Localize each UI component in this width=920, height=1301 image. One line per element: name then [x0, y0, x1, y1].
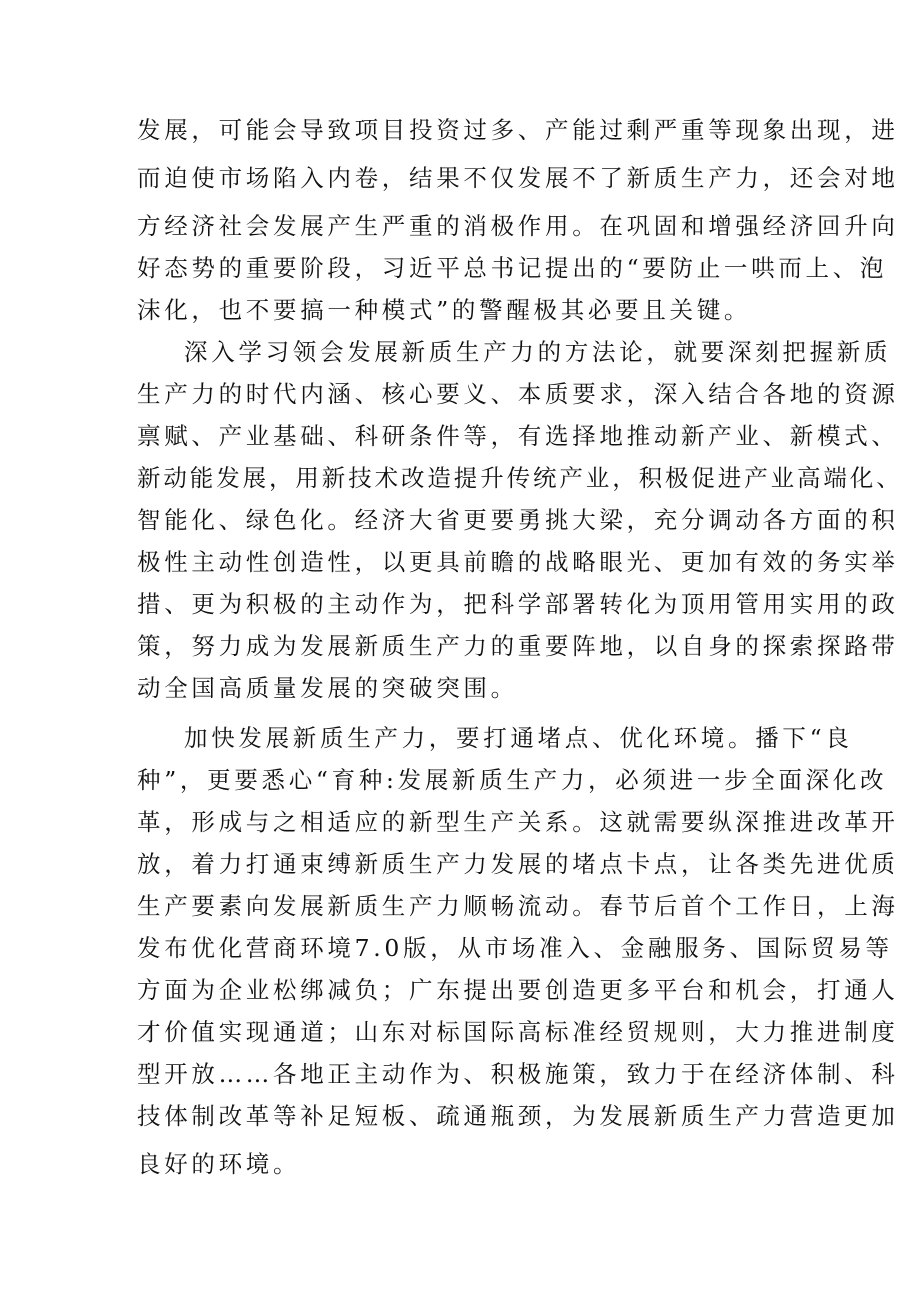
- paragraph-1-line-2: 而迫使市场陷入内卷，结果不仅发展不了新质生产力，还会对地: [137, 164, 899, 192]
- paragraph-3-line-2: 种”，更要悉心“育种:发展新质生产力，必须进一步全面深化改: [137, 766, 888, 794]
- paragraph-2-line-8: 策，努力成为发展新质生产力的重要阵地，以自身的探索探路带: [137, 632, 899, 660]
- paragraph-3-line-8: 才价值实现通道；山东对标国际高标准经贸规则，大力推进制度: [137, 1018, 899, 1046]
- paragraph-3-line-11: 良好的环境。: [137, 1150, 301, 1178]
- paragraph-3-line-1: 加快发展新质生产力，要打通堵点、优化环境。播下“良: [184, 724, 853, 752]
- paragraph-3-line-5: 生产要素向发展新质生产力顺畅流动。春节后首个工作日，上海: [137, 892, 899, 920]
- paragraph-3-line-4: 放，着力打通束缚新质生产力发展的堵点卡点，让各类先进优质: [137, 850, 899, 878]
- paragraph-3-line-10: 技体制改革等补足短板、疏通瓶颈，为发展新质生产力营造更加: [137, 1102, 899, 1130]
- paragraph-3-line-7: 方面为企业松绑减负；广东提出要创造更多平台和机会，打通人: [137, 976, 899, 1004]
- paragraph-1-line-3: 方经济社会发展产生严重的消极作用。在巩固和增强经济回升向: [137, 212, 899, 240]
- paragraph-2-line-6: 极性主动性创造性，以更具前瞻的战略眼光、更加有效的务实举: [137, 548, 899, 576]
- paragraph-1-line-5: 沫化，也不要搞一种模式”的警醒极其必要且关键。: [137, 296, 752, 324]
- paragraph-3-line-3: 革，形成与之相适应的新型生产关系。这就需要纵深推进改革开: [137, 808, 899, 836]
- paragraph-1-line-4: 好态势的重要阶段，习近平总书记提出的“要防止一哄而上、泡: [137, 254, 888, 282]
- paragraph-2-line-9: 动全国高质量发展的突破突围。: [137, 674, 518, 702]
- paragraph-3-line-9: 型开放……各地正主动作为、积极施策，致力于在经济体制、科: [137, 1060, 899, 1088]
- paragraph-2-line-5: 智能化、绿色化。经济大省更要勇挑大梁，充分调动各方面的积: [137, 506, 899, 534]
- paragraph-3-line-6: 发布优化营商环境7.0版，从市场准入、金融服务、国际贸易等: [137, 934, 893, 962]
- paragraph-1-line-1: 发展，可能会导致项目投资过多、产能过剩严重等现象出现，进: [137, 116, 899, 144]
- paragraph-2-line-4: 新动能发展，用新技术改造提升传统产业，积极促进产业高端化、: [137, 464, 903, 492]
- paragraph-2-line-7: 措、更为积极的主动作为，把科学部署转化为顶用管用实用的政: [137, 590, 899, 618]
- paragraph-2-line-1: 深入学习领会发展新质生产力的方法论，就要深刻把握新质: [184, 338, 892, 366]
- paragraph-2-line-2: 生产力的时代内涵、核心要义、本质要求，深入结合各地的资源: [137, 380, 899, 408]
- paragraph-2-line-3: 禀赋、产业基础、科研条件等，有选择地推动新产业、新模式、: [137, 422, 899, 450]
